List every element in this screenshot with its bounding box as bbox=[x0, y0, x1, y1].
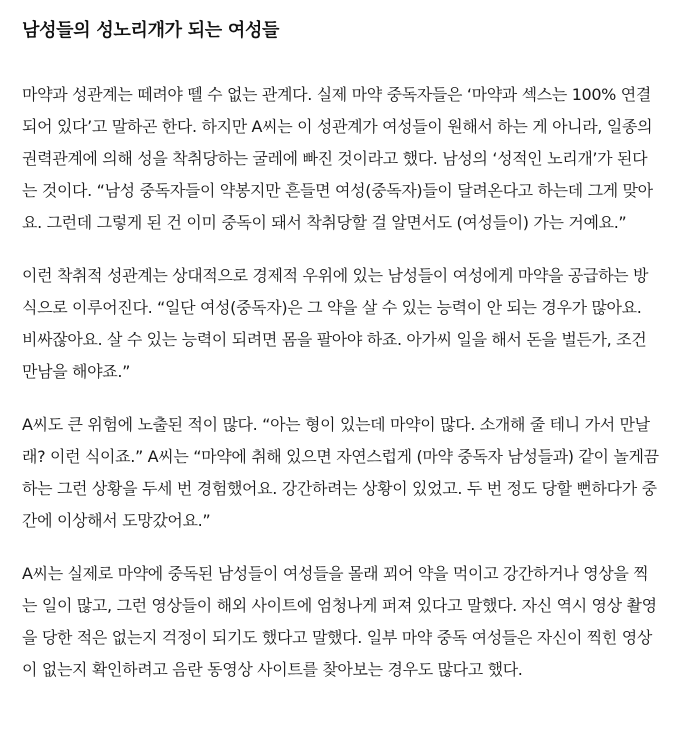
article-paragraph-1: 마약과 성관계는 떼려야 뗄 수 없는 관계다. 실제 마약 중독자들은 ‘마약과 섹스는 100% 연결되어 있다’고 말하곤 한다. 하지만 A씨는 이 성관계가 여성들이 원해서 하는 게 아니라, 일종의 권력관계에 의해 성을 착취당하는 굴레에 빠진 것이라고 했다. 남성의 ‘성적인 노리개’가 된다는 것이다. “남성 중독자들이 약봉지만 흔들면 여성(중독자)들이 달려온다고 하는데 그게 맞아요. 그런데 그렇게 된 건 이미 중독이 돼서 착취당할 걸 알면서도 (여성들이) 가는 거예요.” bbox=[22, 85, 653, 232]
article-paragraph-2: 이런 착취적 성관계는 상대적으로 경제적 우위에 있는 남성들이 여성에게 마약을 공급하는 방식으로 이루어진다. “일단 여성(중독자)은 그 약을 살 수 있는 능력이 안 되는 경우가 많아요. 비싸잖아요. 살 수 있는 능력이 되려면 몸을 팔아야 하죠. 아가씨 일을 해서 돈을 벌든가, 조건만남을 해야죠.” bbox=[22, 266, 649, 381]
article-heading: 남성들의 성노리개가 되는 여성들 bbox=[22, 20, 280, 41]
article-paragraph-3: A씨도 큰 위험에 노출된 적이 많다. “아는 형이 있는데 마약이 많다. 소개해 줄 테니 가서 만날래? 이런 식이죠.” A씨는 “마약에 취해 있으면 자연스럽게 (마약 중독자 남성들과) 같이 놀게끔 하는 그런 상황을 두세 번 경험했어요. 강간하려는 상황이 있었고. 두 번 정도 당할 뻔하다가 중간에 이상해서 도망갔어요.” bbox=[22, 415, 659, 530]
article-paragraph-4: A씨는 실제로 마약에 중독된 남성들이 여성들을 몰래 꾀어 약을 먹이고 강간하거나 영상을 찍는 일이 많고, 그런 영상들이 해외 사이트에 엄청나게 퍼져 있다고 말했다. 자신 역시 영상 촬영을 당한 적은 없는지 걱정이 되기도 했다고 말했다. 일부 마약 중독 여성들은 자신이 찍힌 영상이 없는지 확인하려고 음란 동영상 사이트를 찾아보는 경우도 많다고 했다. bbox=[22, 564, 657, 679]
